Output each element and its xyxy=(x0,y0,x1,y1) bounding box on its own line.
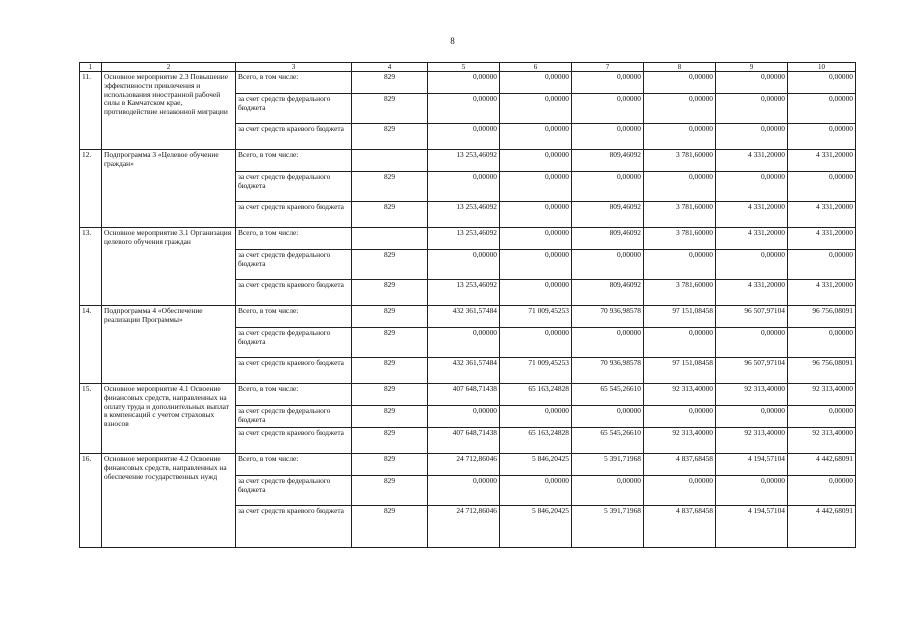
amount-cell: 92 313,40000 xyxy=(788,428,856,454)
amount-cell: 4 442,68091 xyxy=(788,506,856,548)
amount-cell: 407 648,71438 xyxy=(428,384,500,406)
amount-cell: 5 846,20425 xyxy=(500,454,572,476)
amount-cell: 0,00000 xyxy=(428,94,500,124)
amount-cell: 3 781,60000 xyxy=(644,150,716,172)
table-row xyxy=(80,150,856,172)
budget-code: 829 xyxy=(352,358,428,384)
funding-source: Всего, в том числе: xyxy=(236,454,352,476)
amount-cell: 3 781,60000 xyxy=(644,280,716,306)
amount-cell: 96 756,08091 xyxy=(788,306,856,328)
amount-cell: 92 313,40000 xyxy=(716,384,788,406)
row-number: 14. xyxy=(80,306,102,384)
amount-cell: 4 331,20000 xyxy=(788,202,856,228)
amount-cell: 0,00000 xyxy=(500,94,572,124)
table-row xyxy=(80,384,856,406)
amount-cell: 0,00000 xyxy=(500,250,572,280)
table-row xyxy=(80,454,856,476)
budget-code: 829 xyxy=(352,406,428,428)
funding-source: за счет средств краевого бюджета xyxy=(236,124,352,150)
amount-cell: 0,00000 xyxy=(428,250,500,280)
amount-cell: 0,00000 xyxy=(788,94,856,124)
amount-cell: 96 756,08091 xyxy=(788,358,856,384)
amount-cell: 809,46092 xyxy=(572,280,644,306)
amount-cell: 13 253,46092 xyxy=(428,280,500,306)
amount-cell: 71 009,45253 xyxy=(500,306,572,328)
funding-source: за счет средств федерального бюджета xyxy=(236,328,352,358)
amount-cell: 0,00000 xyxy=(788,124,856,150)
amount-cell: 4 331,20000 xyxy=(716,202,788,228)
amount-cell: 0,00000 xyxy=(500,328,572,358)
amount-cell: 5 391,71968 xyxy=(572,454,644,476)
amount-cell: 0,00000 xyxy=(572,250,644,280)
budget-code: 829 xyxy=(352,384,428,406)
amount-cell: 0,00000 xyxy=(500,228,572,250)
funding-source: за счет средств краевого бюджета xyxy=(236,428,352,454)
budget-code: 829 xyxy=(352,506,428,548)
program-name: Основное мероприятие 4.2 Освоение финансовых средств, направленных на обеспечение государственных нужд xyxy=(102,454,236,548)
amount-cell: 92 313,40000 xyxy=(788,384,856,406)
budget-code: 829 xyxy=(352,124,428,150)
amount-cell: 0,00000 xyxy=(716,250,788,280)
amount-cell: 4 331,20000 xyxy=(788,280,856,306)
header-cell: 3 xyxy=(236,63,352,72)
amount-cell: 0,00000 xyxy=(500,150,572,172)
amount-cell: 0,00000 xyxy=(428,172,500,202)
amount-cell: 70 936,98578 xyxy=(572,358,644,384)
table-body xyxy=(80,72,856,548)
header-cell: 8 xyxy=(644,63,716,72)
amount-cell: 5 846,20425 xyxy=(500,506,572,548)
amount-cell: 0,00000 xyxy=(572,94,644,124)
amount-cell: 65 163,24828 xyxy=(500,428,572,454)
amount-cell: 4 331,20000 xyxy=(716,150,788,172)
funding-source: за счет средств краевого бюджета xyxy=(236,202,352,228)
amount-cell: 0,00000 xyxy=(716,172,788,202)
amount-cell: 0,00000 xyxy=(500,280,572,306)
amount-cell: 24 712,86046 xyxy=(428,506,500,548)
amount-cell: 0,00000 xyxy=(500,124,572,150)
amount-cell: 92 313,40000 xyxy=(644,384,716,406)
amount-cell: 3 781,60000 xyxy=(644,228,716,250)
budget-code: 829 xyxy=(352,72,428,94)
amount-cell: 0,00000 xyxy=(428,328,500,358)
program-name: Основное мероприятие 4.1 Освоение финансовых средств, направленных на оплату труда и дополнительных выплат в компенсаций с учетом страховых взносов xyxy=(102,384,236,454)
amount-cell: 0,00000 xyxy=(644,124,716,150)
funding-source: за счет средств краевого бюджета xyxy=(236,280,352,306)
funding-source: за счет средств краевого бюджета xyxy=(236,358,352,384)
amount-cell: 0,00000 xyxy=(716,406,788,428)
row-number: 11. xyxy=(80,72,102,150)
funding-source: за счет средств федерального бюджета xyxy=(236,94,352,124)
amount-cell: 0,00000 xyxy=(644,406,716,428)
amount-cell: 65 163,24828 xyxy=(500,384,572,406)
amount-cell: 13 253,46092 xyxy=(428,202,500,228)
row-number: 15. xyxy=(80,384,102,454)
amount-cell: 4 331,20000 xyxy=(716,228,788,250)
header-cell: 2 xyxy=(102,63,236,72)
header-cell: 9 xyxy=(716,63,788,72)
amount-cell: 0,00000 xyxy=(500,72,572,94)
table-row xyxy=(80,228,856,250)
amount-cell: 13 253,46092 xyxy=(428,228,500,250)
table-row xyxy=(80,306,856,328)
amount-cell: 407 648,71438 xyxy=(428,428,500,454)
budget-code xyxy=(352,150,428,172)
amount-cell: 97 151,08458 xyxy=(644,358,716,384)
amount-cell: 4 837,68458 xyxy=(644,506,716,548)
amount-cell: 0,00000 xyxy=(788,476,856,506)
program-name: Основное мероприятие 2.3 Повышение эффективности привлечения и использования иностранной рабочей силы в Камчатском крае, противодействие незаконной миграции xyxy=(102,72,236,150)
funding-source: за счет средств федерального бюджета xyxy=(236,250,352,280)
amount-cell: 0,00000 xyxy=(716,328,788,358)
amount-cell: 71 009,45253 xyxy=(500,358,572,384)
amount-cell: 0,00000 xyxy=(500,172,572,202)
amount-cell: 0,00000 xyxy=(788,250,856,280)
amount-cell: 0,00000 xyxy=(644,476,716,506)
amount-cell: 4 331,20000 xyxy=(716,280,788,306)
amount-cell: 0,00000 xyxy=(788,172,856,202)
amount-cell: 5 391,71968 xyxy=(572,506,644,548)
amount-cell: 0,00000 xyxy=(644,172,716,202)
funding-source: Всего, в том числе: xyxy=(236,72,352,94)
amount-cell: 65 545,26610 xyxy=(572,384,644,406)
budget-table xyxy=(79,62,856,548)
budget-code xyxy=(352,228,428,250)
amount-cell: 3 781,60000 xyxy=(644,202,716,228)
amount-cell: 0,00000 xyxy=(644,250,716,280)
amount-cell: 0,00000 xyxy=(428,72,500,94)
program-name: Подпрограмма 3 «Целевое обучение граждан» xyxy=(102,150,236,228)
amount-cell: 0,00000 xyxy=(572,406,644,428)
amount-cell: 0,00000 xyxy=(788,406,856,428)
program-name: Основное мероприятие 3.1 Организация целевого обучения граждан xyxy=(102,228,236,306)
amount-cell: 13 253,46092 xyxy=(428,150,500,172)
budget-code: 829 xyxy=(352,306,428,328)
funding-source: за счет средств федерального бюджета xyxy=(236,406,352,428)
row-number: 12. xyxy=(80,150,102,228)
amount-cell: 0,00000 xyxy=(716,476,788,506)
budget-code: 829 xyxy=(352,280,428,306)
amount-cell: 0,00000 xyxy=(572,328,644,358)
budget-code: 829 xyxy=(352,328,428,358)
table-row xyxy=(80,72,856,94)
budget-code: 829 xyxy=(352,202,428,228)
funding-source: Всего, в том числе: xyxy=(236,228,352,250)
funding-source: Всего, в том числе: xyxy=(236,384,352,406)
amount-cell: 96 507,97104 xyxy=(716,306,788,328)
header-cell: 1 xyxy=(80,63,102,72)
amount-cell: 0,00000 xyxy=(788,72,856,94)
amount-cell: 92 313,40000 xyxy=(716,428,788,454)
amount-cell: 4 194,57104 xyxy=(716,506,788,548)
header-cell: 6 xyxy=(500,63,572,72)
amount-cell: 809,46092 xyxy=(572,150,644,172)
amount-cell: 0,00000 xyxy=(716,94,788,124)
amount-cell: 0,00000 xyxy=(428,124,500,150)
amount-cell: 432 361,57484 xyxy=(428,358,500,384)
amount-cell: 4 837,68458 xyxy=(644,454,716,476)
amount-cell: 4 442,68091 xyxy=(788,454,856,476)
amount-cell: 24 712,86046 xyxy=(428,454,500,476)
amount-cell: 0,00000 xyxy=(500,202,572,228)
budget-code: 829 xyxy=(352,172,428,202)
amount-cell: 70 936,98578 xyxy=(572,306,644,328)
header-cell: 7 xyxy=(572,63,644,72)
amount-cell: 0,00000 xyxy=(716,72,788,94)
page-number: 8 xyxy=(450,36,455,46)
amount-cell: 0,00000 xyxy=(644,328,716,358)
budget-code: 829 xyxy=(352,428,428,454)
header-cell: 10 xyxy=(788,63,856,72)
funding-source: за счет средств краевого бюджета xyxy=(236,506,352,548)
amount-cell: 0,00000 xyxy=(644,72,716,94)
amount-cell: 0,00000 xyxy=(572,72,644,94)
amount-cell: 4 331,20000 xyxy=(788,228,856,250)
amount-cell: 4 194,57104 xyxy=(716,454,788,476)
amount-cell: 809,46092 xyxy=(572,202,644,228)
amount-cell: 0,00000 xyxy=(644,94,716,124)
amount-cell: 0,00000 xyxy=(716,124,788,150)
budget-code: 829 xyxy=(352,94,428,124)
budget-code: 829 xyxy=(352,476,428,506)
amount-cell: 65 545,26610 xyxy=(572,428,644,454)
amount-cell: 0,00000 xyxy=(572,172,644,202)
budget-code: 829 xyxy=(352,250,428,280)
amount-cell: 0,00000 xyxy=(500,406,572,428)
funding-source: за счет средств федерального бюджета xyxy=(236,172,352,202)
funding-source: Всего, в том числе: xyxy=(236,306,352,328)
amount-cell: 0,00000 xyxy=(500,476,572,506)
amount-cell: 0,00000 xyxy=(428,406,500,428)
amount-cell: 92 313,40000 xyxy=(644,428,716,454)
header-cell: 5 xyxy=(428,63,500,72)
amount-cell: 0,00000 xyxy=(428,476,500,506)
budget-code: 829 xyxy=(352,454,428,476)
row-number: 13. xyxy=(80,228,102,306)
amount-cell: 0,00000 xyxy=(572,124,644,150)
amount-cell: 432 361,57484 xyxy=(428,306,500,328)
header-cell: 4 xyxy=(352,63,428,72)
amount-cell: 96 507,97104 xyxy=(716,358,788,384)
amount-cell: 97 151,08458 xyxy=(644,306,716,328)
amount-cell: 0,00000 xyxy=(572,476,644,506)
funding-source: за счет средств федерального бюджета xyxy=(236,476,352,506)
amount-cell: 4 331,20000 xyxy=(788,150,856,172)
program-name: Подпрограмма 4 «Обеспечение реализации Программы» xyxy=(102,306,236,384)
amount-cell: 809,46092 xyxy=(572,228,644,250)
funding-source: Всего, в том числе: xyxy=(236,150,352,172)
amount-cell: 0,00000 xyxy=(788,328,856,358)
row-number: 16. xyxy=(80,454,102,548)
header-row xyxy=(80,63,856,72)
